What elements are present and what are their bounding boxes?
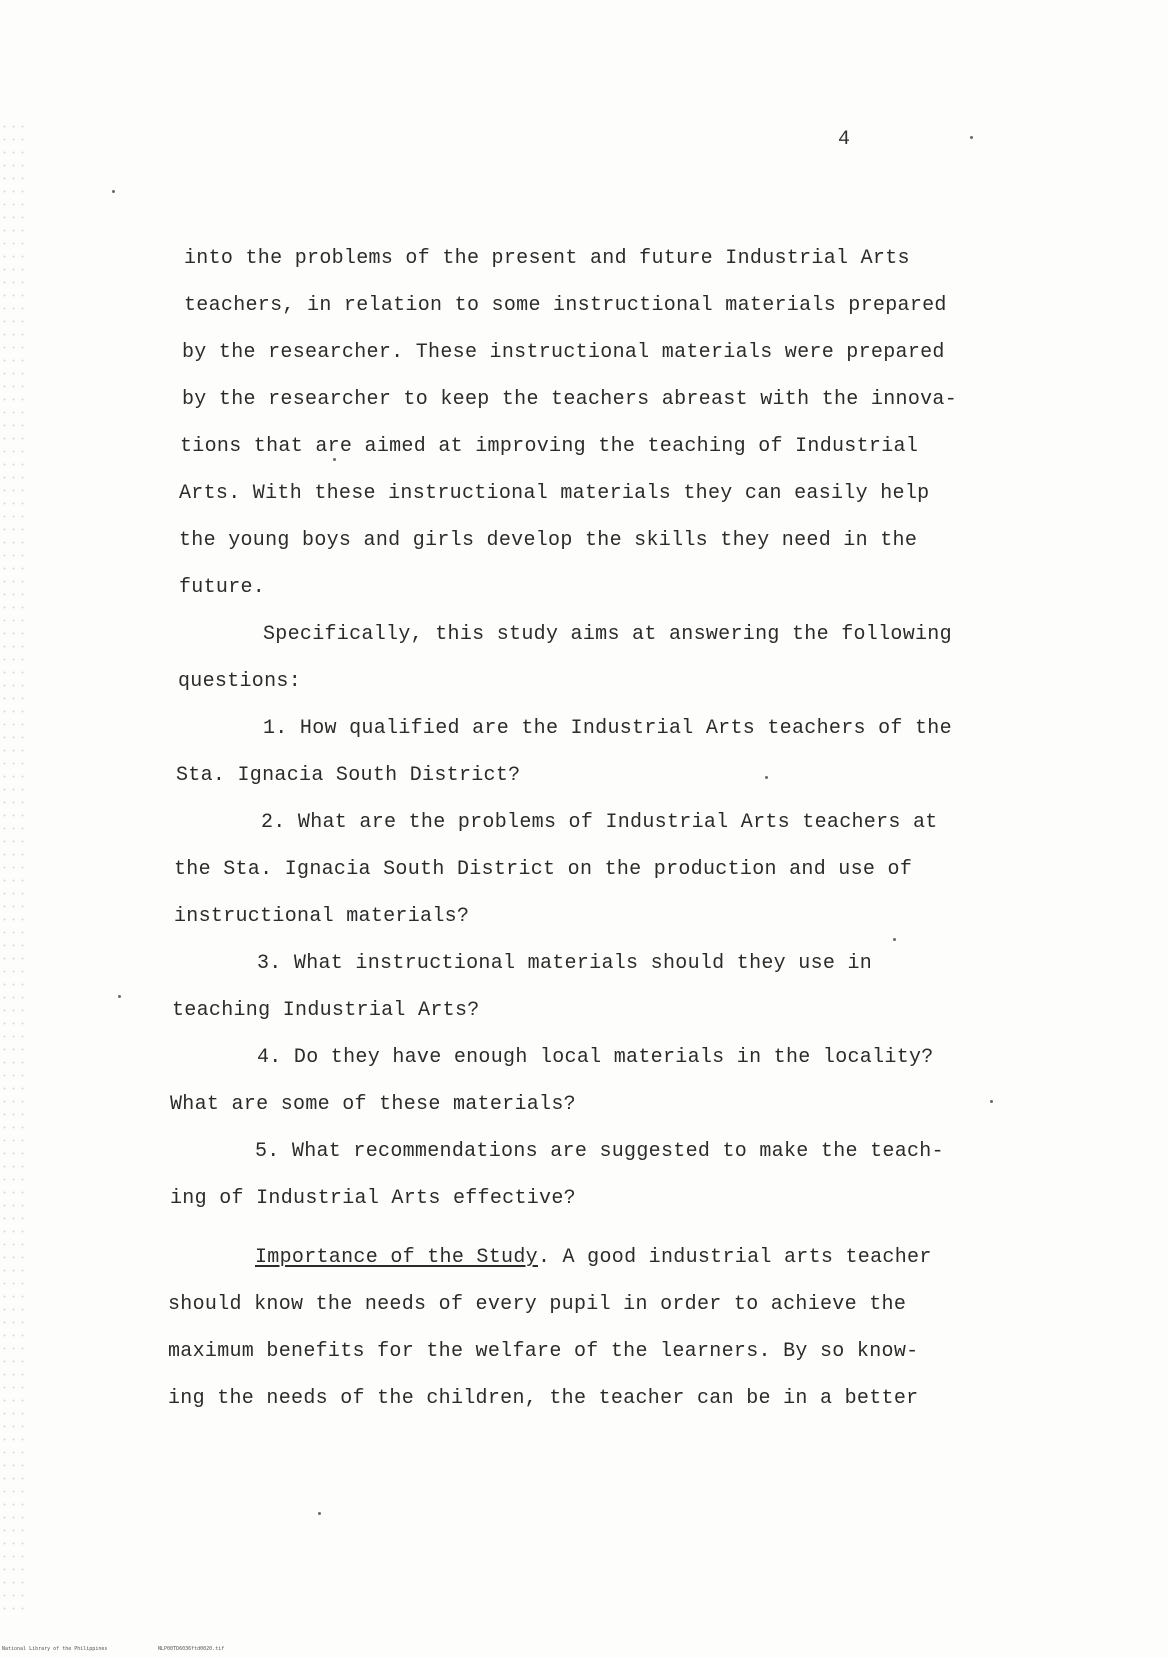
page-number: 4 xyxy=(838,128,851,151)
scan-speck xyxy=(990,1100,993,1103)
scan-speck xyxy=(318,1512,321,1515)
question-5: 5. What recommendations are suggested to make the teach- xyxy=(255,1140,944,1163)
text-line: tions that are aimed at improving the teaching of Industrial xyxy=(180,435,919,458)
footer-library: National Library of the Philippines xyxy=(2,1646,108,1652)
text-line: the Sta. Ignacia South District on the production and use of xyxy=(174,858,913,881)
text-line: Arts. With these instructional materials they can easily help xyxy=(179,482,930,505)
text-line: Specifically, this study aims at answering the following xyxy=(263,623,952,646)
text-line: What are some of these materials? xyxy=(170,1093,576,1116)
text-line: into the problems of the present and future Industrial Arts xyxy=(184,247,910,270)
scan-speck xyxy=(333,458,336,461)
text-line: instructional materials? xyxy=(174,905,470,928)
text-line: maximum benefits for the welfare of the learners. By so know- xyxy=(168,1340,919,1363)
scan-edge-noise xyxy=(0,120,28,1620)
text-line: Sta. Ignacia South District? xyxy=(176,764,521,787)
footer-file: NLP00TD6036ftd0020.tif xyxy=(158,1646,225,1652)
scan-speck xyxy=(765,776,768,779)
text-line: future. xyxy=(179,576,266,599)
text-line: should know the needs of every pupil in order to achieve the xyxy=(168,1293,907,1316)
text-line: by the researcher. These instructional materials were prepared xyxy=(182,341,945,364)
text-line: ing the needs of the children, the teacher can be in a better xyxy=(168,1387,919,1410)
question-1: 1. How qualified are the Industrial Arts teachers of the xyxy=(263,717,952,740)
scan-speck xyxy=(893,938,896,941)
text-line: by the researcher to keep the teachers abreast with the innova- xyxy=(182,388,958,411)
text-fragment: . A good industrial arts teacher xyxy=(537,1246,932,1269)
text-line: ing of Industrial Arts effective? xyxy=(170,1187,576,1210)
question-4: 4. Do they have enough local materials in the locality? xyxy=(257,1046,934,1069)
question-3: 3. What instructional materials should they use in xyxy=(257,952,873,975)
text-line: teachers, in relation to some instructional materials prepared xyxy=(184,294,947,317)
importance-first-line xyxy=(255,1246,932,1270)
scan-speck xyxy=(970,136,973,139)
section-heading: Importance of the Study xyxy=(255,1246,538,1269)
scan-speck xyxy=(118,995,121,998)
text-line: the young boys and girls develop the skills they need in the xyxy=(179,529,918,552)
text-line: teaching Industrial Arts? xyxy=(172,999,480,1022)
scan-speck xyxy=(112,190,115,193)
text-line: questions: xyxy=(178,670,302,693)
question-2: 2. What are the problems of Industrial Arts teachers at xyxy=(261,811,938,834)
